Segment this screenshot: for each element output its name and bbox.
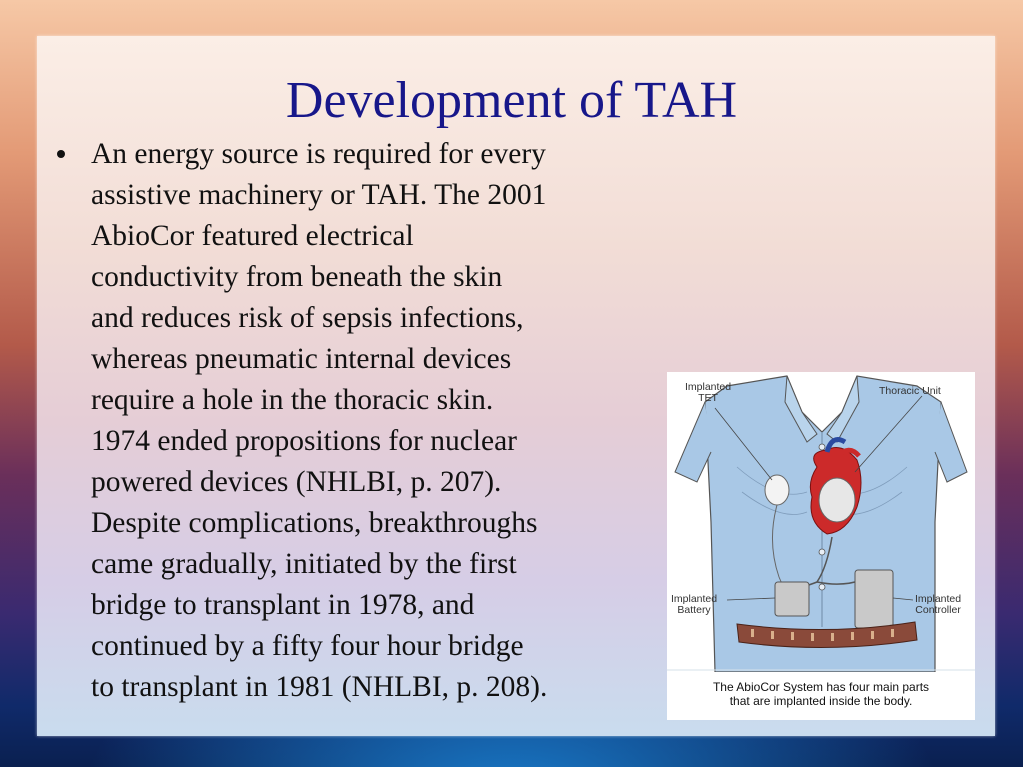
button-icon bbox=[819, 584, 825, 590]
abiocor-figure bbox=[667, 372, 975, 720]
body-line: powered devices (NHLBI, p. 207). bbox=[91, 466, 502, 498]
body-line: An energy source is required for every bbox=[91, 138, 546, 170]
body-line: AbioCor featured electrical bbox=[91, 220, 414, 252]
body-line: to transplant in 1981 (NHLBI, p. 208). bbox=[91, 671, 548, 703]
controller-icon bbox=[855, 570, 893, 628]
button-icon bbox=[819, 444, 825, 450]
bullet-icon bbox=[57, 150, 65, 158]
controller-label-line1: Implanted bbox=[915, 593, 962, 605]
body-line: whereas pneumatic internal devices bbox=[91, 343, 512, 375]
tet-label-line1: Implanted bbox=[685, 381, 732, 393]
body-line: bridge to transplant in 1978, and bbox=[91, 589, 475, 621]
body-line: assistive machinery or TAH. The 2001 bbox=[91, 179, 547, 211]
caption-line1: The AbioCor System has four main parts bbox=[712, 680, 930, 694]
controller-label bbox=[915, 594, 961, 616]
thoracic-unit-label: Thoracic Unit bbox=[879, 385, 941, 397]
battery-label-line1: Implanted bbox=[671, 593, 718, 605]
bullet-text bbox=[91, 134, 661, 708]
tet-label-line2: TET bbox=[698, 392, 718, 404]
body-line: came gradually, initiated by the first bbox=[91, 548, 517, 580]
battery-label bbox=[671, 594, 717, 616]
body-line: conductivity from beneath the skin bbox=[91, 261, 503, 293]
battery-label-line2: Battery bbox=[677, 604, 711, 616]
body-line: Despite complications, breakthroughs bbox=[91, 507, 538, 539]
figure-caption bbox=[667, 680, 975, 708]
abiocor-illustration bbox=[667, 372, 975, 672]
battery-icon bbox=[775, 582, 809, 616]
slide-title: Development of TAH bbox=[285, 72, 738, 129]
caption-line2: that are implanted inside the body. bbox=[729, 694, 913, 708]
tet-label bbox=[685, 382, 731, 404]
controller-label-line2: Controller bbox=[915, 604, 961, 616]
body-line: continued by a fifty four hour bridge bbox=[91, 630, 524, 662]
body-line: require a hole in the thoracic skin. bbox=[91, 384, 494, 416]
tet-device-icon bbox=[765, 475, 789, 505]
body-line: and reduces risk of sepsis infections, bbox=[91, 302, 524, 334]
body-line: 1974 ended propositions for nuclear bbox=[91, 425, 518, 457]
button-icon bbox=[819, 549, 825, 555]
